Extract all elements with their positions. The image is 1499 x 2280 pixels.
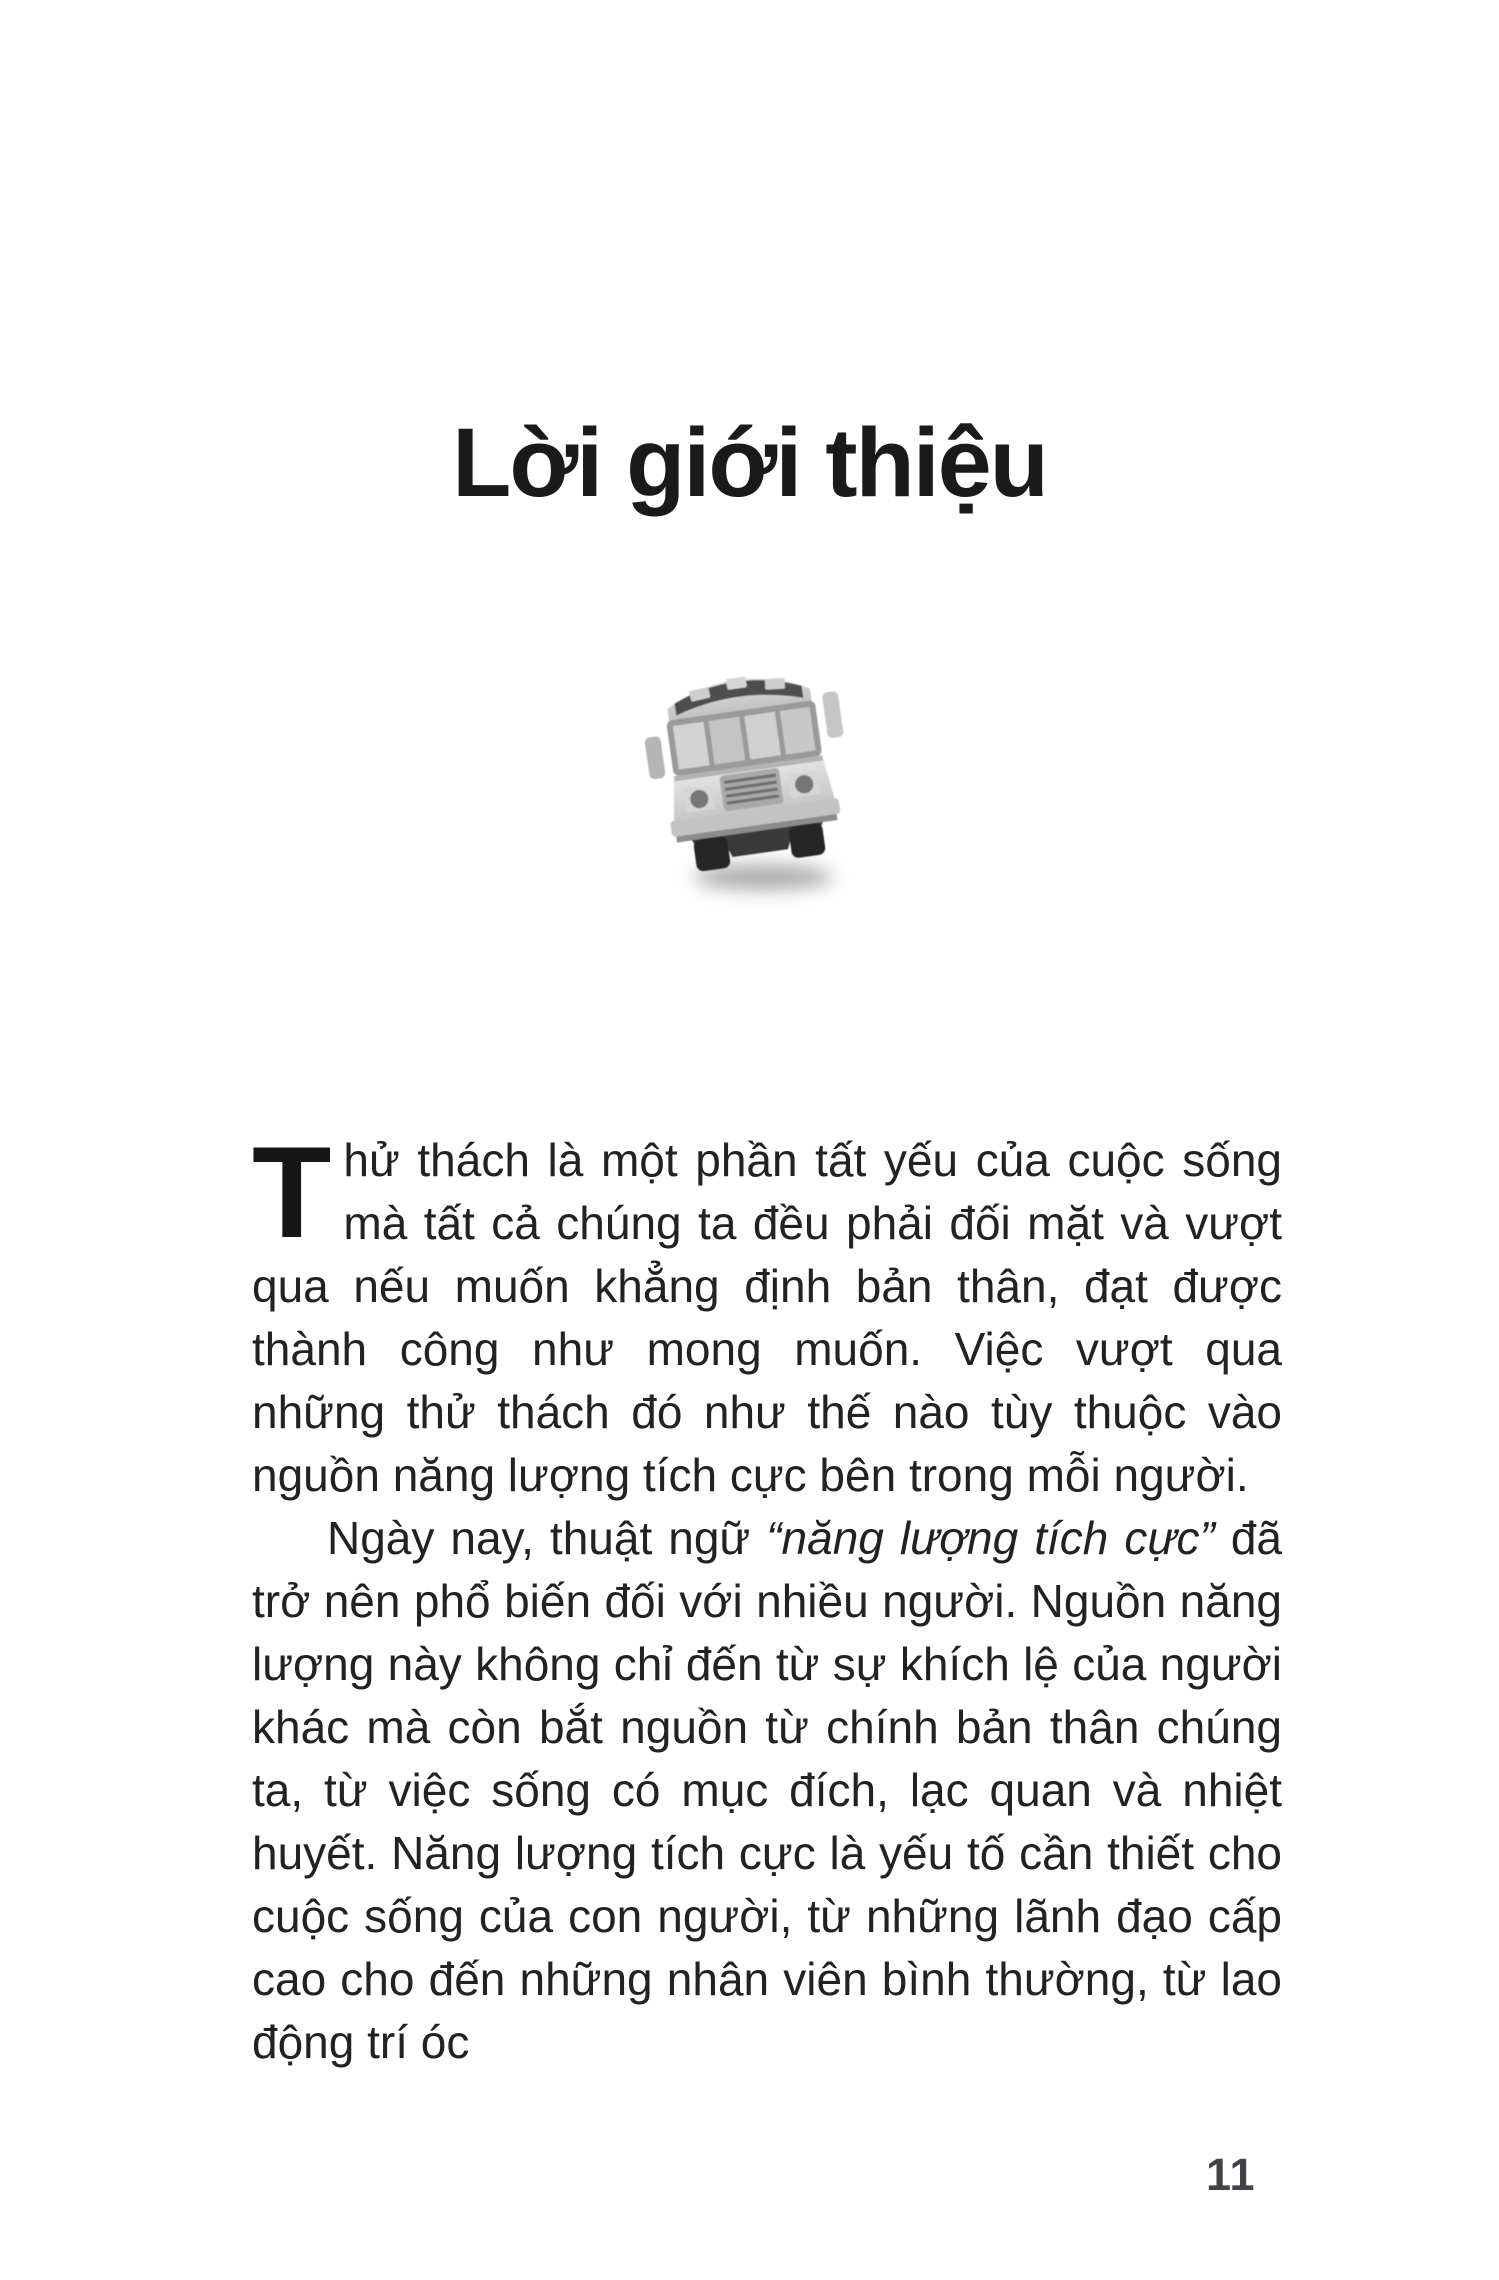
paragraph-1 xyxy=(252,1119,1282,1507)
school-bus-icon xyxy=(633,639,861,877)
drop-cap: T xyxy=(252,1119,332,1265)
school-bus-image xyxy=(645,648,855,908)
chapter-title: Lời giới thiệu xyxy=(452,408,1047,517)
paragraph-2-post: đã trở nên phổ biến đối với nhiều người. Nguồn năng lượng này không chỉ đến từ sự khích lệ của người khác mà còn bắt nguồn từ chính bản thân chúng ta, từ việc sống có mục đích, lạc quan và nhiệt huyết. Năng lượng tích cực là yếu tố cần thiết cho cuộc sống của con người, từ những lãnh đạo cấp cao cho đến những nhân viên bình thường, từ lao động trí óc xyxy=(252,1512,1282,2068)
body-text xyxy=(252,1119,1282,2074)
paragraph-2 xyxy=(252,1507,1282,2074)
page-number: 11 xyxy=(1206,2149,1256,2200)
paragraph-2-pre: Ngày nay, thuật ngữ xyxy=(327,1512,767,1564)
paragraph-1-text: hử thách là một phần tất yếu của cuộc sống mà tất cả chúng ta đều phải đối mặt và vượt qua nếu muốn khẳng định bản thân, đạt được thành công như mong muốn. Việc vượt qua những thử thách đó như thế nào tùy thuộc vào nguồn năng lượng tích cực bên trong mỗi người. xyxy=(252,1134,1282,1501)
emphasized-term: “năng lượng tích cực” xyxy=(766,1512,1215,1564)
